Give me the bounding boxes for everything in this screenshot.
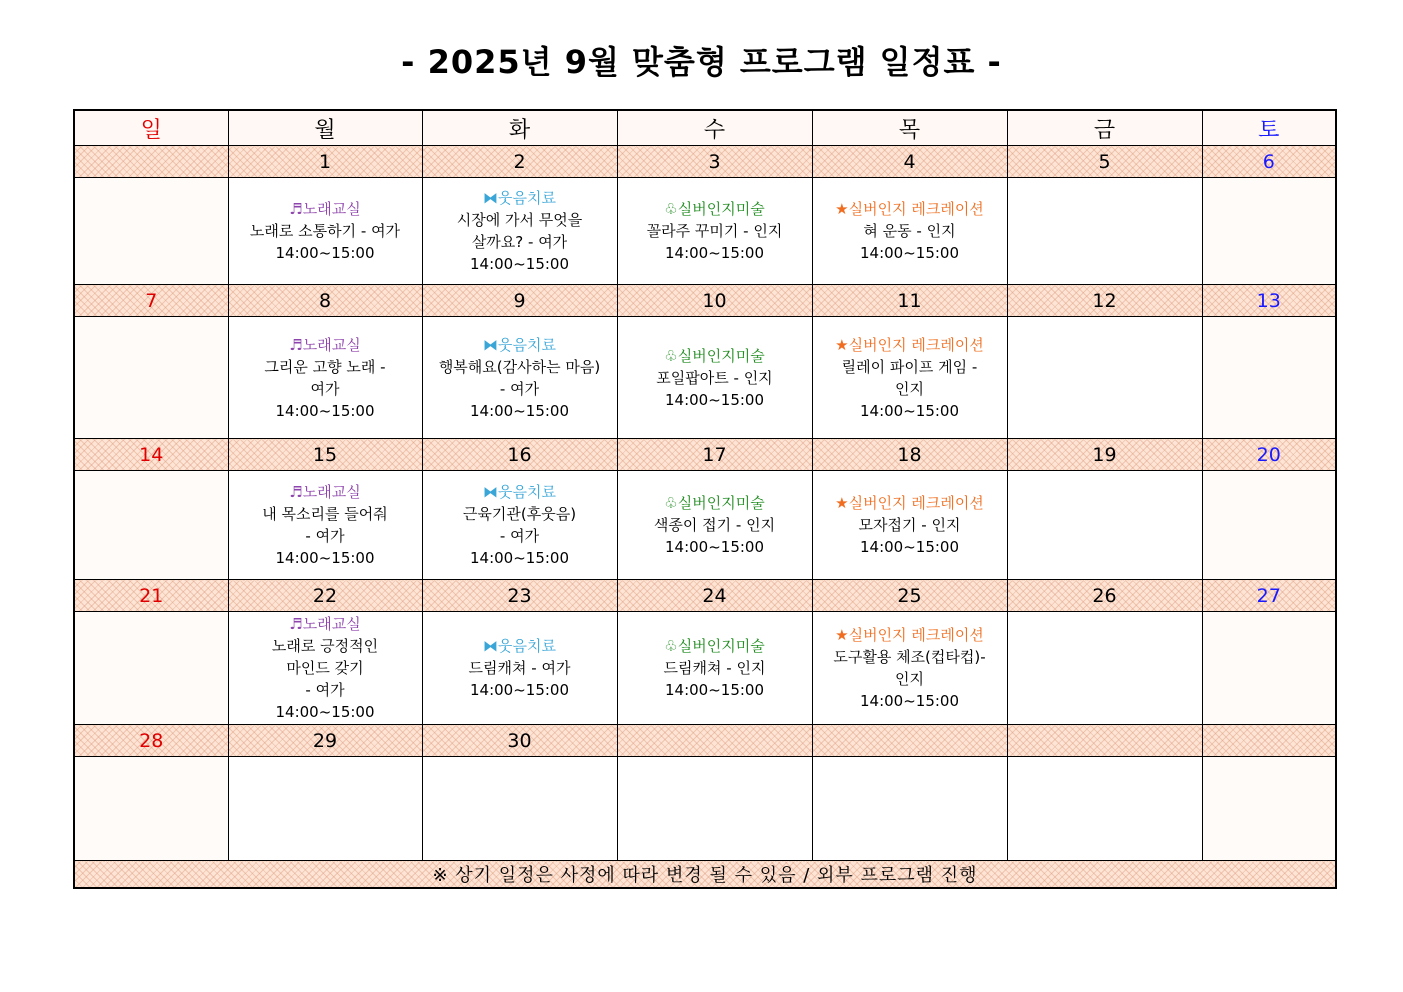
- program-row: [74, 612, 1336, 725]
- date-cell-thu: [812, 725, 1007, 757]
- program-cell-mon: [228, 317, 422, 439]
- date-cell-wed: [617, 725, 812, 757]
- program-time: 14:00~15:00: [275, 244, 375, 262]
- program-description: 여가: [310, 379, 340, 398]
- program-cell-fri: [1007, 178, 1202, 285]
- program-time: 14:00~15:00: [859, 692, 960, 710]
- program-name: ⧓웃음치료: [483, 335, 556, 354]
- date-cell-wed: 10: [617, 285, 812, 317]
- date-row: [74, 580, 1336, 612]
- program-cell-fri: [1007, 471, 1202, 580]
- program-cell-tue: [422, 757, 617, 861]
- weekday-thu: 목: [812, 110, 1007, 146]
- program-time: 14:00~15:00: [859, 538, 960, 556]
- program-time: 14:00~15:00: [275, 549, 375, 567]
- program-row: [74, 178, 1336, 285]
- program-cell-thu: [812, 757, 1007, 861]
- program-name: ♧실버인지미술: [664, 637, 765, 655]
- date-cell-wed: 17: [617, 439, 812, 471]
- program-description: 드림캐쳐 - 인지: [663, 659, 766, 677]
- program-cell-sat: [1202, 612, 1336, 725]
- date-cell-tue: 9: [422, 285, 617, 317]
- date-cell-sun: 28: [74, 725, 228, 757]
- program-cell-sun: [74, 178, 228, 285]
- date-cell-mon: 15: [228, 439, 422, 471]
- weekday-sat: 토: [1202, 110, 1336, 146]
- program-time: 14:00~15:00: [469, 255, 570, 273]
- program-name: ♬노래교실: [289, 483, 361, 501]
- program-time: 14:00~15:00: [859, 401, 960, 420]
- program-cell-thu: [812, 178, 1007, 285]
- program-time: 14:00~15:00: [664, 681, 765, 699]
- program-description: 시장에 가서 무엇을: [456, 211, 583, 229]
- page-title: - 2025년 9월 맞춤형 프로그램 일정표 -: [401, 43, 1002, 81]
- date-cell-sat: 20: [1202, 439, 1336, 471]
- program-cell-sat: [1202, 317, 1336, 439]
- program-description: 혀 운동 - 인지: [863, 222, 956, 240]
- program-cell-thu: [812, 612, 1007, 725]
- program-name: ★실버인지 레크레이션: [835, 626, 984, 644]
- date-cell-sat: 13: [1202, 285, 1336, 317]
- program-time: 14:00~15:00: [664, 244, 765, 262]
- program-description: 포일팝아트 - 인지: [656, 368, 773, 387]
- program-cell-thu: [812, 471, 1007, 580]
- date-cell-mon: 1: [228, 146, 422, 178]
- program-cell-wed: [617, 178, 812, 285]
- program-row: [74, 757, 1336, 861]
- date-cell-thu: 25: [812, 580, 1007, 612]
- date-cell-fri: 5: [1007, 146, 1202, 178]
- program-name: ⧓웃음치료: [483, 483, 556, 501]
- date-cell-tue: 23: [422, 580, 617, 612]
- program-cell-mon: [228, 471, 422, 580]
- program-time: 14:00~15:00: [469, 549, 570, 567]
- date-cell-sat: 27: [1202, 580, 1336, 612]
- program-name: ★실버인지 레크레이션: [835, 200, 984, 218]
- weekday-tue: 화: [422, 110, 617, 146]
- date-cell-fri: 26: [1007, 580, 1202, 612]
- program-cell-mon: [228, 612, 422, 725]
- program-name: ★실버인지 레크레이션: [835, 494, 984, 512]
- date-cell-fri: 12: [1007, 285, 1202, 317]
- weekday-mon: 월: [228, 110, 422, 146]
- date-cell-thu: 11: [812, 285, 1007, 317]
- program-time: 14:00~15:00: [859, 244, 960, 262]
- program-time: 14:00~15:00: [275, 401, 375, 420]
- program-cell-sun: [74, 757, 228, 861]
- program-description: 마인드 갖기: [286, 659, 364, 677]
- program-description: 그리운 고향 노래 -: [264, 357, 386, 376]
- date-cell-mon: 8: [228, 285, 422, 317]
- program-cell-sun: [74, 471, 228, 580]
- date-cell-tue: 2: [422, 146, 617, 178]
- program-name: ♧실버인지미술: [664, 346, 765, 365]
- program-description: - 여가: [305, 681, 345, 699]
- date-cell-sun: 14: [74, 439, 228, 471]
- program-name: ♧실버인지미술: [664, 200, 765, 218]
- weekday-sun: 일: [74, 110, 228, 146]
- program-description: 도구활용 체조(컵타컵)-: [833, 648, 986, 666]
- program-cell-sat: [1202, 471, 1336, 580]
- program-description: 살까요? - 여가: [471, 233, 568, 251]
- program-description: 노래로 소통하기 - 여가: [249, 222, 401, 240]
- weekday-wed: 수: [617, 110, 812, 146]
- program-description: 릴레이 파이프 게임 -: [841, 357, 978, 376]
- date-cell-sun: [74, 146, 228, 178]
- program-row: [74, 317, 1336, 439]
- footer-note: ※ 상기 일정은 사정에 따라 변경 될 수 있음 / 외부 프로그램 진행: [74, 861, 1336, 889]
- program-description: 꼴라주 꾸미기 - 인지: [646, 222, 783, 240]
- program-time: 14:00~15:00: [664, 538, 765, 556]
- date-row: [74, 725, 1336, 757]
- program-time: 14:00~15:00: [469, 401, 570, 420]
- date-cell-wed: 3: [617, 146, 812, 178]
- program-description: 색종이 접기 - 인지: [653, 516, 776, 534]
- program-cell-fri: [1007, 612, 1202, 725]
- schedule-calendar: [73, 109, 1337, 889]
- program-name: ♬노래교실: [289, 615, 361, 633]
- date-cell-fri: 19: [1007, 439, 1202, 471]
- program-description: 노래로 긍정적인: [271, 637, 379, 655]
- date-cell-tue: 30: [422, 725, 617, 757]
- program-row: [74, 471, 1336, 580]
- program-cell-tue: [422, 471, 617, 580]
- date-cell-sun: 7: [74, 285, 228, 317]
- weekday-header-row: [74, 110, 1336, 146]
- footer-row: [74, 861, 1336, 889]
- program-name: ★실버인지 레크레이션: [835, 335, 984, 354]
- date-cell-tue: 16: [422, 439, 617, 471]
- program-description: 근육기관(후웃음): [462, 505, 577, 523]
- program-cell-wed: [617, 612, 812, 725]
- date-cell-wed: 24: [617, 580, 812, 612]
- program-cell-sun: [74, 612, 228, 725]
- program-cell-wed: [617, 471, 812, 580]
- program-description: 내 목소리를 들어줘: [262, 505, 388, 523]
- program-cell-wed: [617, 757, 812, 861]
- program-name: ♬노래교실: [289, 335, 361, 354]
- program-cell-sat: [1202, 178, 1336, 285]
- program-time: 14:00~15:00: [664, 390, 765, 409]
- program-time: 14:00~15:00: [275, 703, 375, 721]
- date-row: [74, 439, 1336, 471]
- program-name: ♧실버인지미술: [664, 494, 765, 512]
- program-description: 인지: [895, 670, 924, 688]
- weekday-fri: 금: [1007, 110, 1202, 146]
- program-cell-mon: [228, 178, 422, 285]
- program-description: 행복해요(감사하는 마음): [438, 357, 601, 376]
- program-description: 인지: [895, 379, 924, 398]
- date-cell-sat: 6: [1202, 146, 1336, 178]
- date-row: [74, 285, 1336, 317]
- program-cell-fri: [1007, 317, 1202, 439]
- program-cell-mon: [228, 757, 422, 861]
- program-cell-sat: [1202, 757, 1336, 861]
- date-cell-sun: 21: [74, 580, 228, 612]
- program-description: 드림캐쳐 - 여가: [468, 659, 571, 677]
- program-description: - 여가: [305, 527, 345, 545]
- date-cell-thu: 18: [812, 439, 1007, 471]
- program-cell-sun: [74, 317, 228, 439]
- date-cell-thu: 4: [812, 146, 1007, 178]
- program-description: - 여가: [499, 527, 540, 545]
- program-name: ♬노래교실: [289, 200, 361, 218]
- program-name: ⧓웃음치료: [483, 189, 556, 207]
- program-cell-wed: [617, 317, 812, 439]
- program-cell-tue: [422, 178, 617, 285]
- program-cell-fri: [1007, 757, 1202, 861]
- date-cell-sat: [1202, 725, 1336, 757]
- program-description: 모자접기 - 인지: [858, 516, 961, 534]
- program-time: 14:00~15:00: [469, 681, 570, 699]
- program-cell-tue: [422, 317, 617, 439]
- date-row: [74, 146, 1336, 178]
- date-cell-mon: 22: [228, 580, 422, 612]
- date-cell-fri: [1007, 725, 1202, 757]
- program-description: - 여가: [499, 379, 540, 398]
- date-cell-mon: 29: [228, 725, 422, 757]
- program-cell-thu: [812, 317, 1007, 439]
- program-cell-tue: [422, 612, 617, 725]
- program-name: ⧓웃음치료: [483, 637, 556, 655]
